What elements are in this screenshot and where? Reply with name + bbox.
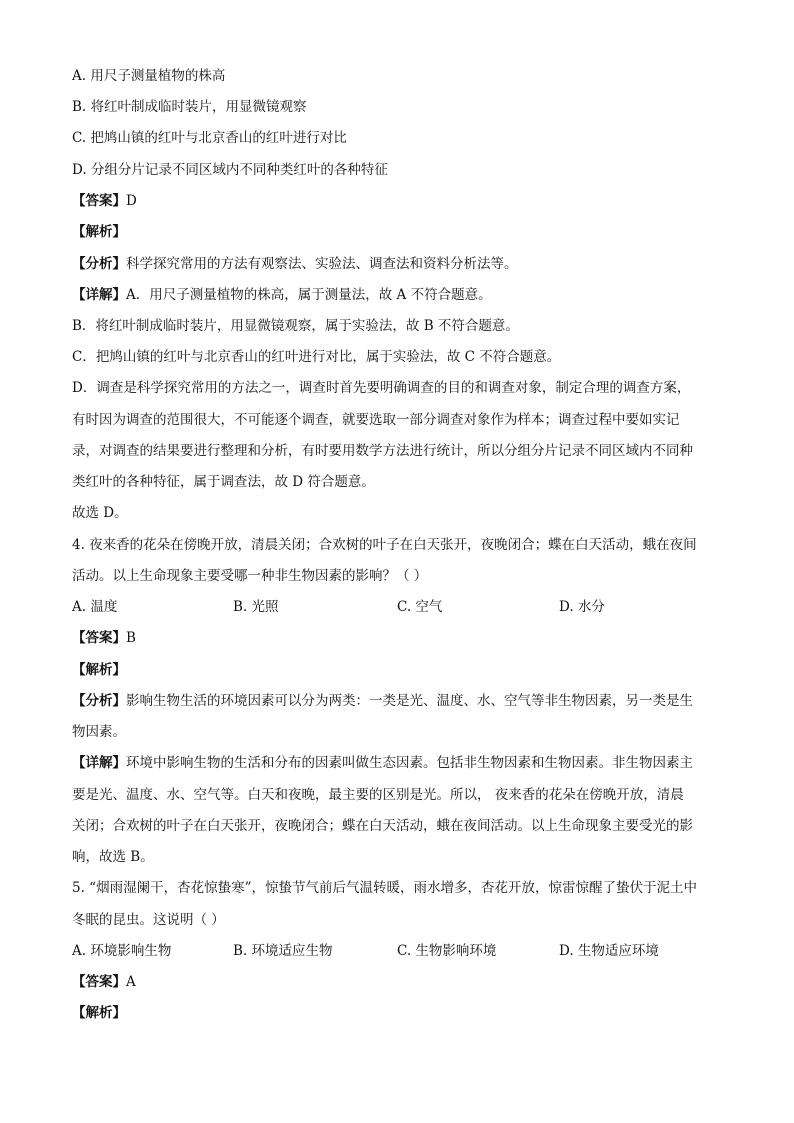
fenxi-tag: 【分析】 [72, 256, 126, 272]
q5-jiexi-heading: 【解析】 [72, 1005, 126, 1021]
q3-option-c: C. 把鸠山镇的红叶与北京香山的红叶进行对比 [72, 130, 347, 146]
q4-fenxi-line-1 [72, 692, 732, 710]
q4-option-c: C. 空气 [397, 599, 443, 615]
q3-option-a: A. 用尺子测量植物的株高 [72, 68, 226, 84]
q4-option-d: D. 水分 [559, 599, 605, 615]
q4-xiangjie-line-1 [72, 754, 732, 772]
q5-stem-2: 冬眠的昆虫。这说明（ ） [72, 912, 225, 928]
q3-xiangjie-d-1: D．调查是科学探究常用的方法之一，调查时首先要明确调查的目的和调查对象，制定合理的调查方案， [72, 380, 691, 396]
q4-xiangjie-1: 环境中影响生物的生活和分布的因素叫做生态因素。包括非生物因素和生物因素。非生物因素主 [126, 755, 693, 771]
q5-stem-1: 5. “烟雨湿阑干，杏花惊蛰寒”，惊蛰节气前后气温转暖，雨水增多，杏花开放，惊雷惊醒了蛰伏于泥土中 [72, 880, 697, 896]
answer-tag: 【答案】 [72, 630, 126, 646]
q3-option-d: D. 分组分片记录不同区域内不同种类红叶的各种特征 [72, 162, 388, 178]
q3-fenxi: 科学探究常用的方法有观察法、实验法、调查法和资料分析法等。 [126, 256, 518, 272]
q5-options [72, 942, 732, 960]
q3-xiangjie-a: A．用尺子测量植物的株高，属于测量法，故 A 不符合题意。 [126, 287, 492, 303]
answer-tag: 【答案】 [72, 974, 126, 990]
q3-option-b: B. 将红叶制成临时装片，用显微镜观察 [72, 99, 307, 115]
q5-answer-line [72, 973, 732, 991]
q3-conclusion: 故选 D。 [72, 505, 128, 521]
q4-jiexi-heading: 【解析】 [72, 662, 126, 678]
q4-options [72, 598, 732, 616]
q3-xiangjie-d-3: 录，对调查的结果要进行整理和分析，有时要用数学方法进行统计，所以分组分片记录不同区域内不同种 [72, 443, 693, 459]
q4-stem-2: 活动。以上生命现象主要受哪一种非生物因素的影响？（ ） [72, 568, 428, 584]
q4-xiangjie-3: 关闭；合欢树的叶子在白天张开，夜晚闭合；蝶在白天活动，蛾在夜间活动。以上生命现象主要受光的影 [72, 818, 693, 834]
q4-xiangjie-2: 要是光、温度、水、空气等。白天和夜晚，最主要的区别是光。所以， 夜来香的花朵在傍晚开放，清晨 [72, 787, 684, 803]
q4-xiangjie-4: 响，故选 B。 [72, 849, 154, 865]
q3-jiexi-heading: 【解析】 [72, 224, 126, 240]
xiangjie-tag: 【详解】 [72, 755, 126, 771]
q4-answer: B [126, 630, 136, 646]
q4-stem-1: 4. 夜来香的花朵在傍晚开放，清晨关闭；合欢树的叶子在白天张开，夜晚闭合；蝶在白天活动，蛾在夜间 [72, 537, 697, 553]
q3-xiangjie-c: C．把鸠山镇的红叶与北京香山的红叶进行对比，属于实验法，故 C 不符合题意。 [72, 349, 561, 365]
q5-option-d: D. 生物适应环境 [559, 943, 659, 959]
q3-xiangjie-d-4: 类红叶的各种特征，属于调查法，故 D 符合题意。 [72, 474, 375, 490]
q3-answer: D [126, 193, 137, 209]
q3-answer-line [72, 192, 732, 210]
q4-fenxi-1: 影响生物生活的环境因素可以分为两类：一类是光、温度、水、空气等非生物因素，另一类是生 [126, 693, 693, 709]
q5-answer: A [126, 974, 136, 990]
answer-tag: 【答案】 [72, 193, 126, 209]
q4-option-b: B. 光照 [233, 599, 279, 615]
xiangjie-tag: 【详解】 [72, 287, 126, 303]
q4-answer-line [72, 629, 732, 647]
q3-fenxi-line [72, 255, 732, 273]
q5-option-b: B. 环境适应生物 [233, 943, 333, 959]
q3-xiangjie-d-2: 有时因为调查的范围很大，不可能逐个调查，就要选取一部分调查对象作为样本；调查过程中要如实记 [72, 412, 680, 428]
q3-xiangjie-line [72, 286, 732, 304]
q4-option-a: A. 温度 [72, 599, 118, 615]
q4-fenxi-2: 物因素。 [72, 724, 126, 740]
q3-xiangjie-b: B．将红叶制成临时装片，用显微镜观察，属于实验法，故 B 不符合题意。 [72, 318, 519, 334]
q5-option-a: A. 环境影响生物 [72, 943, 172, 959]
fenxi-tag: 【分析】 [72, 693, 126, 709]
q5-option-c: C. 生物影响环境 [397, 943, 497, 959]
